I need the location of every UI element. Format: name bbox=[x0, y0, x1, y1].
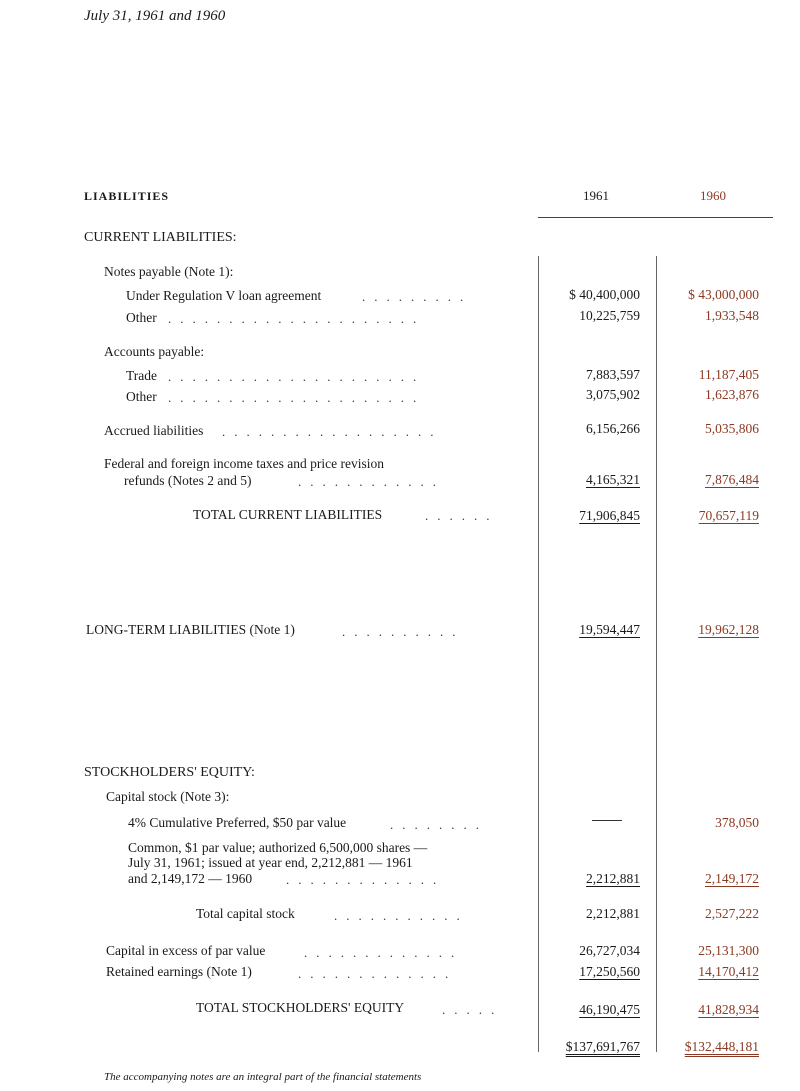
retained-1960: 14,170,412 bbox=[698, 964, 759, 979]
leader-dots: ............. bbox=[298, 966, 458, 981]
leader-dots: ...... bbox=[425, 508, 499, 523]
ap-other-label: Other bbox=[126, 389, 157, 404]
capital-excess-1960: 25,131,300 bbox=[698, 943, 759, 958]
header-rule bbox=[538, 217, 773, 218]
leader-dots: .................. bbox=[222, 424, 443, 439]
common-1960: 2,149,172 bbox=[705, 871, 759, 886]
leader-dots: ............. bbox=[304, 945, 464, 960]
preferred-1960: 378,050 bbox=[715, 815, 759, 830]
current-liabilities-heading: CURRENT LIABILITIES: bbox=[84, 230, 237, 245]
np-other-label: Other bbox=[126, 310, 157, 325]
leader-dots: ............ bbox=[298, 474, 445, 489]
long-term-liabilities-label: LONG-TERM LIABILITIES (Note 1) bbox=[86, 622, 295, 637]
reg-v-label: Under Regulation V loan agreement bbox=[126, 288, 322, 303]
column-header-1960: 1960 bbox=[700, 188, 726, 203]
leader-dots: ........ bbox=[390, 817, 488, 832]
leader-dots: ..................... bbox=[168, 390, 426, 405]
total-equity-label: TOTAL STOCKHOLDERS' EQUITY bbox=[196, 1000, 405, 1015]
leader-dots: ..................... bbox=[168, 369, 426, 384]
capital-excess-label: Capital in excess of par value bbox=[106, 943, 266, 958]
retained-earnings-label: Retained earnings (Note 1) bbox=[106, 964, 252, 979]
reg-v-1961: $ 40,400,000 bbox=[569, 287, 640, 302]
total-current-liabilities-label: TOTAL CURRENT LIABILITIES bbox=[193, 507, 383, 522]
leader-dots: ............. bbox=[286, 872, 446, 887]
common-label-line2: July 31, 1961; issued at year end, 2,212,881 — 1961 bbox=[128, 855, 413, 870]
total-equity-1961: 46,190,475 bbox=[579, 1002, 640, 1017]
ap-other-1960: 1,623,876 bbox=[705, 387, 759, 402]
capital-excess-1961: 26,727,034 bbox=[579, 943, 640, 958]
grand-total-1960: $132,448,181 bbox=[684, 1039, 759, 1054]
leader-dots: ......... bbox=[362, 289, 473, 304]
total-capital-stock-label: Total capital stock bbox=[196, 906, 295, 921]
leader-dots: .......... bbox=[342, 624, 465, 639]
section-title: LIABILITIES bbox=[84, 189, 170, 203]
np-other-1960: 1,933,548 bbox=[705, 308, 759, 323]
preferred-label: 4% Cumulative Preferred, $50 par value bbox=[128, 815, 347, 830]
accrued-1960: 5,035,806 bbox=[705, 421, 759, 436]
capital-stock-label: Capital stock (Note 3): bbox=[106, 789, 230, 804]
reg-v-1960: $ 43,000,000 bbox=[688, 287, 759, 302]
retained-1961: 17,250,560 bbox=[579, 964, 640, 979]
taxes-label: Federal and foreign income taxes and price revision bbox=[104, 456, 385, 471]
accrued-label: Accrued liabilities bbox=[104, 423, 204, 438]
np-other-1961: 10,225,759 bbox=[579, 308, 640, 323]
long-term-1960: 19,962,128 bbox=[698, 622, 759, 637]
notes-payable-label: Notes payable (Note 1): bbox=[104, 264, 234, 279]
ap-other-1961: 3,075,902 bbox=[586, 387, 640, 402]
accounts-payable-label: Accounts payable: bbox=[104, 344, 205, 359]
common-label-line3: and 2,149,172 — 1960 bbox=[128, 871, 253, 886]
total-equity-1960: 41,828,934 bbox=[698, 1002, 759, 1017]
footnote: The accompanying notes are an integral part of the financial statements bbox=[104, 1071, 422, 1083]
leader-dots: ..................... bbox=[168, 311, 426, 326]
taxes-label-cont: refunds (Notes 2 and 5) bbox=[124, 473, 252, 488]
accrued-1961: 6,156,266 bbox=[586, 421, 640, 436]
stockholders-equity-heading: STOCKHOLDERS' EQUITY: bbox=[84, 765, 255, 780]
total-capital-1961: 2,212,881 bbox=[586, 906, 640, 921]
common-label-line1: Common, $1 par value; authorized 6,500,000 shares — bbox=[128, 840, 428, 855]
total-current-1960: 70,657,119 bbox=[698, 508, 759, 523]
statement-date: July 31, 1961 and 1960 bbox=[84, 8, 226, 24]
leader-dots: ........... bbox=[334, 908, 469, 923]
taxes-1961: 4,165,321 bbox=[586, 472, 640, 487]
trade-1961: 7,883,597 bbox=[586, 367, 640, 382]
trade-label: Trade bbox=[126, 368, 158, 383]
grand-total-1961: $137,691,767 bbox=[565, 1039, 640, 1054]
taxes-1960: 7,876,484 bbox=[705, 472, 759, 487]
leader-dots: ..... bbox=[442, 1002, 504, 1017]
trade-1960: 11,187,405 bbox=[698, 367, 759, 382]
total-capital-1960: 2,527,222 bbox=[705, 906, 759, 921]
common-1961: 2,212,881 bbox=[586, 871, 640, 886]
long-term-1961: 19,594,447 bbox=[579, 622, 640, 637]
total-current-1961: 71,906,845 bbox=[579, 508, 640, 523]
preferred-1961-dash bbox=[592, 820, 622, 821]
column-header-1961: 1961 bbox=[583, 188, 609, 203]
